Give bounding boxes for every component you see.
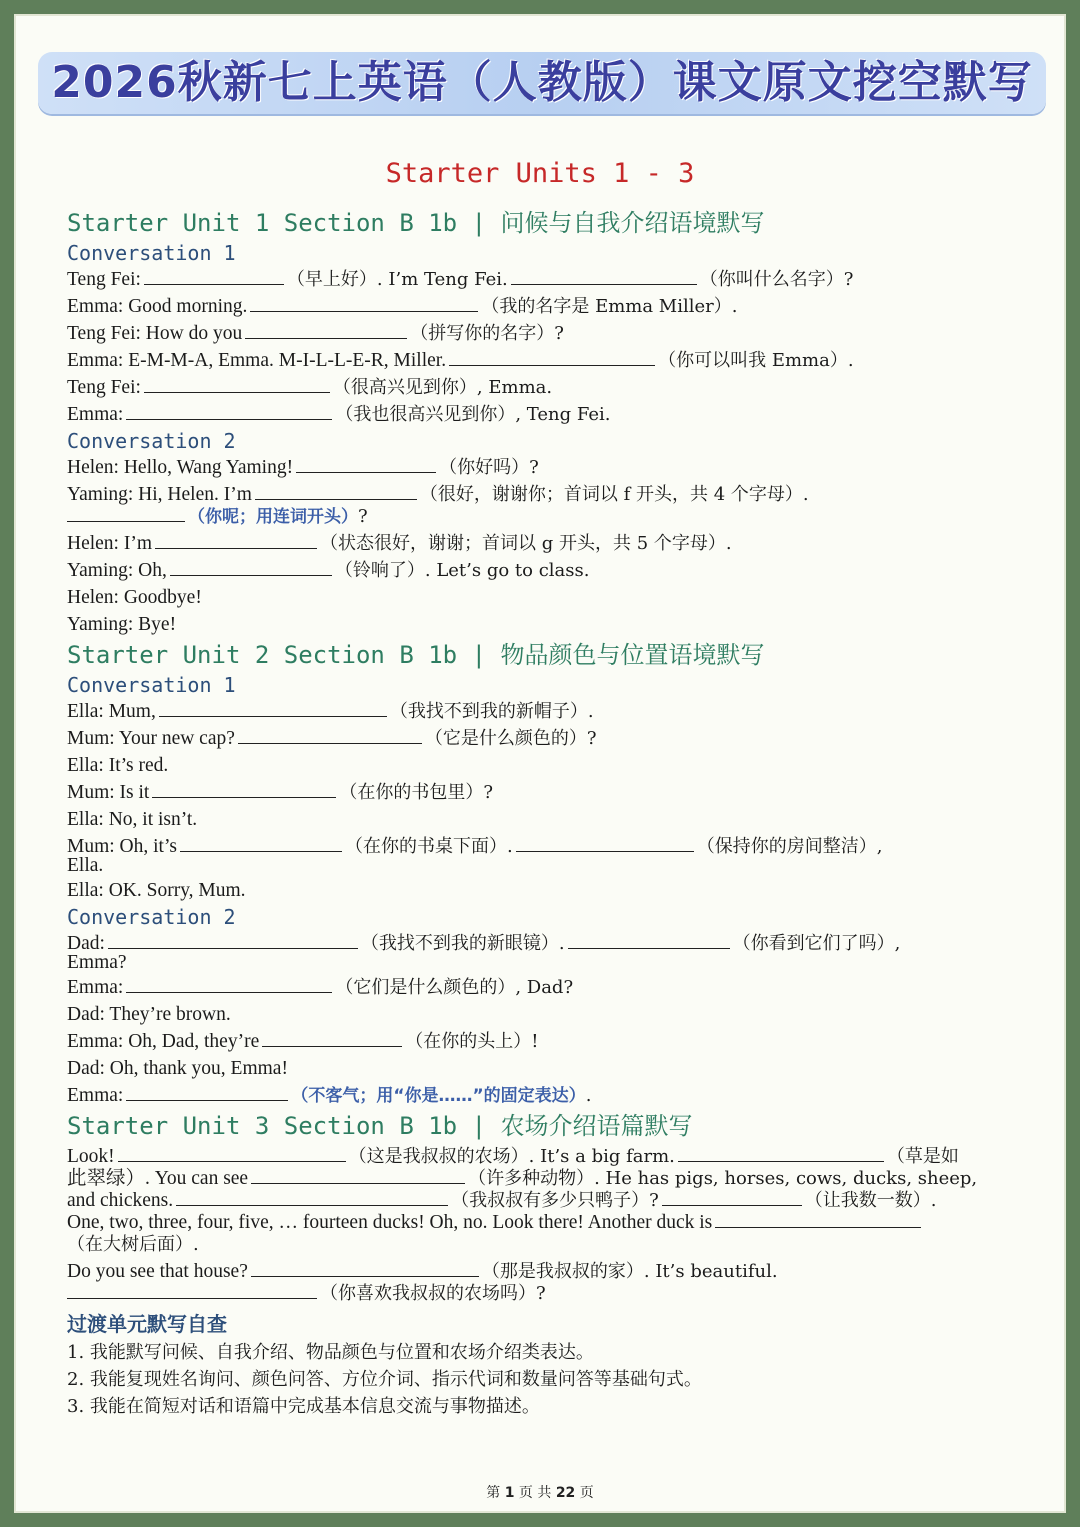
self-check-item: 1. 我能默写问候、自我介绍、物品颜色与位置和农场介绍类表达。: [67, 1342, 594, 1363]
line-text: Dad:: [67, 933, 105, 954]
line-text: Mum: Your new cap?: [67, 728, 235, 749]
chinese-hint: （保持你的房间整洁）,: [696, 836, 883, 857]
answer-blank[interactable]: [262, 1028, 402, 1047]
chinese-hint-highlight: （你呢；用连词开头）: [188, 507, 358, 527]
line-text: Emma:: [67, 1085, 124, 1106]
chinese-hint: （你喜欢我叔叔的农场吗）?: [320, 1283, 546, 1304]
chinese-hint: （让我数一数）.: [804, 1190, 937, 1211]
dialogue-line: [67, 293, 1057, 320]
answer-blank[interactable]: [176, 1187, 448, 1206]
chinese-hint: （在你的头上）!: [405, 1031, 539, 1052]
dialogue-line: [67, 481, 1057, 503]
unit1-title: Starter Unit 1 Section B 1b | 问候与自我介绍语境默写: [67, 209, 765, 237]
page-footer: [16, 1482, 1064, 1502]
answer-blank[interactable]: [155, 530, 317, 549]
dialogue-line: [67, 266, 1057, 293]
self-check-item: 3. 我能在简短对话和语篇中完成基本信息交流与事物描述。: [67, 1396, 540, 1417]
paragraph-line: [67, 1165, 1057, 1187]
dialogue-line: Dad: They’re brown.: [67, 1004, 231, 1025]
line-text: Yaming: Hi, Helen. I’m: [67, 484, 252, 505]
answer-blank[interactable]: [511, 266, 697, 285]
chinese-hint: ?: [358, 506, 368, 527]
dialogue-line: Ella.: [67, 855, 104, 876]
answer-blank[interactable]: [67, 1280, 317, 1299]
answer-blank[interactable]: [159, 698, 387, 717]
chinese-hint: （这是我叔叔的农场）. It’s a big farm.: [348, 1146, 675, 1167]
answer-blank[interactable]: [296, 454, 436, 473]
unit2-title: Starter Unit 2 Section B 1b | 物品颜色与位置语境默写: [67, 641, 765, 669]
footer-mid: 页 共: [518, 1485, 552, 1501]
chinese-hint: （我也很高兴见到你）, Teng Fei.: [335, 404, 611, 425]
unit3-title: Starter Unit 3 Section B 1b | 农场介绍语篇默写: [67, 1112, 693, 1140]
chinese-hint: （早上好）. I’m Teng Fei.: [286, 269, 508, 290]
line-text: Ella: Mum,: [67, 701, 156, 722]
dialogue-line: [67, 557, 1057, 584]
dialogue-line: [67, 930, 1057, 952]
chinese-hint-highlight: （不客气；用“你是……”的固定表达）: [291, 1086, 586, 1106]
dialogue-line: Yaming: Bye!: [67, 614, 177, 635]
answer-blank[interactable]: [678, 1143, 884, 1162]
chinese-hint: （那是我叔叔的家）. It’s beautiful.: [481, 1261, 778, 1282]
line-text: Mum: Is it: [67, 782, 150, 803]
answer-blank[interactable]: [516, 833, 694, 852]
dialogue-line: [67, 725, 1057, 752]
chinese-hint: （拼写你的名字）?: [410, 323, 564, 344]
unit2-conversation1-label: Conversation 1: [67, 673, 236, 697]
chinese-hint: （铃响了）. Let’s go to class.: [334, 560, 590, 581]
answer-blank[interactable]: [126, 1082, 288, 1101]
answer-blank[interactable]: [152, 779, 336, 798]
answer-blank[interactable]: [251, 1258, 479, 1277]
line-text: Helen: Hello, Wang Yaming!: [67, 457, 294, 478]
line-text: Emma:: [67, 404, 124, 425]
dialogue-line: Ella: It’s red.: [67, 755, 169, 776]
chinese-hint: （许多种动物）. He has pigs, horses, cows, ducks, sheep,: [468, 1168, 978, 1189]
chinese-hint: （我找不到我的新眼镜）.: [360, 933, 565, 954]
unit1-conversation2-label: Conversation 2: [67, 429, 236, 453]
answer-blank[interactable]: [251, 1165, 465, 1184]
dialogue-line: [67, 374, 1057, 401]
chinese-hint: （我叔叔有多少只鸭子）?: [451, 1190, 659, 1211]
dialogue-line: [67, 454, 1057, 481]
line-text: Teng Fei: How do you: [67, 323, 243, 344]
line-text: and chickens.: [67, 1190, 174, 1211]
chinese-hint: （我的名字是 Emma Miller）.: [481, 296, 738, 317]
chinese-hint: （它们是什么颜色的）, Dad?: [335, 977, 574, 998]
title-banner: [38, 52, 1046, 114]
total-pages: 22: [555, 1485, 576, 1501]
chinese-hint: （很高兴见到你）, Emma.: [332, 377, 553, 398]
paragraph-line: [67, 1231, 1057, 1258]
chinese-hint: （在你的书桌下面）.: [344, 836, 513, 857]
worksheet-content: [67, 206, 1057, 1420]
dialogue-line: [67, 698, 1057, 725]
answer-blank[interactable]: [67, 503, 185, 522]
line-text: Teng Fei:: [67, 269, 141, 290]
chinese-hint: （你好吗）?: [439, 457, 539, 478]
page-title: 2026秋新七上英语（人教版）课文原文挖空默写: [51, 57, 1033, 108]
page-number: 1: [504, 1485, 515, 1501]
answer-blank[interactable]: [126, 974, 332, 993]
chinese-hint: （你可以叫我 Emma）.: [658, 350, 854, 371]
dialogue-line: [67, 530, 1057, 557]
dialogue-line: [67, 320, 1057, 347]
line-text: Mum: Oh, it’s: [67, 836, 177, 857]
paragraph-line: [67, 1209, 1057, 1231]
dialogue-line: [67, 503, 1057, 530]
line-text: Emma: E-M-M-A, Emma. M-I-L-L-E-R, Miller.: [67, 350, 447, 371]
dialogue-line: Helen: Goodbye!: [67, 587, 202, 608]
answer-blank[interactable]: [126, 401, 332, 420]
answer-blank[interactable]: [449, 347, 655, 366]
dialogue-line: Dad: Oh, thank you, Emma!: [67, 1058, 288, 1079]
line-text: Helen: I’m: [67, 533, 153, 554]
line-text: Do you see that house?: [67, 1261, 248, 1282]
line-text: Emma: Good morning.: [67, 296, 248, 317]
answer-blank[interactable]: [715, 1209, 921, 1228]
paragraph-line: [67, 1187, 1057, 1209]
paragraph-line: [67, 1143, 1057, 1165]
dialogue-line: Ella: No, it isn’t.: [67, 809, 198, 830]
line-text: Emma: Oh, Dad, they’re: [67, 1031, 260, 1052]
units-subtitle: Starter Units 1 - 3: [385, 158, 695, 189]
chinese-hint: （在你的书包里）?: [339, 782, 493, 803]
chinese-hint: （很好，谢谢你；首词以 f 开头，共 4 个字母）.: [419, 484, 809, 505]
answer-blank[interactable]: [568, 930, 730, 949]
chinese-hint: （在大树后面）.: [67, 1234, 199, 1255]
dialogue-line: [67, 401, 1057, 428]
answer-blank[interactable]: [180, 833, 342, 852]
answer-blank[interactable]: [108, 930, 358, 949]
chinese-hint: （状态很好，谢谢；首词以 g 开头，共 5 个字母）.: [320, 533, 732, 554]
answer-blank[interactable]: [144, 374, 330, 393]
answer-blank[interactable]: [250, 293, 478, 312]
dialogue-line: [67, 779, 1057, 806]
paragraph-line: [67, 1258, 1057, 1280]
answer-blank[interactable]: [245, 320, 407, 339]
line-text: Yaming: Oh,: [67, 560, 167, 581]
dialogue-line: [67, 1082, 1057, 1109]
unit2-conversation2-label: Conversation 2: [67, 905, 236, 929]
chinese-hint: （你看到它们了吗）,: [732, 933, 901, 954]
dialogue-line: [67, 833, 1057, 855]
answer-blank[interactable]: [118, 1143, 346, 1162]
footer-prefix: 第: [486, 1485, 501, 1501]
chinese-hint: .: [585, 1085, 592, 1106]
worksheet-page: [14, 14, 1066, 1513]
line-text: One, two, three, four, five, … fourteen ducks! Oh, no. Look there! Another duck is: [67, 1212, 713, 1233]
line-text: Look!: [67, 1146, 115, 1167]
line-text: 此翠绿）. You can see: [67, 1168, 249, 1189]
line-text: Teng Fei:: [67, 377, 141, 398]
footer-suffix: 页: [579, 1485, 594, 1501]
self-check-item: 2. 我能复现姓名询问、颜色问答、方位介词、指示代词和数量问答等基础句式。: [67, 1369, 702, 1390]
line-text: Emma:: [67, 977, 124, 998]
chinese-hint: （你叫什么名字）?: [699, 269, 854, 290]
unit1-conversation1-label: Conversation 1: [67, 241, 236, 265]
self-check-title: 过渡单元默写自查: [67, 1312, 227, 1336]
dialogue-line: [67, 974, 1057, 1001]
dialogue-line: Ella: OK. Sorry, Mum.: [67, 880, 246, 901]
answer-blank[interactable]: [238, 725, 422, 744]
chinese-hint: （我找不到我的新帽子）.: [389, 701, 594, 722]
answer-blank[interactable]: [255, 481, 417, 500]
chinese-hint: （草是如: [886, 1146, 959, 1167]
dialogue-line: [67, 1028, 1057, 1055]
answer-blank[interactable]: [662, 1187, 802, 1206]
chinese-hint: （它是什么颜色的）?: [424, 728, 597, 749]
answer-blank[interactable]: [170, 557, 332, 576]
dialogue-line: Emma?: [67, 952, 127, 973]
dialogue-line: [67, 347, 1057, 374]
paragraph-line: [67, 1280, 1057, 1307]
answer-blank[interactable]: [144, 266, 284, 285]
